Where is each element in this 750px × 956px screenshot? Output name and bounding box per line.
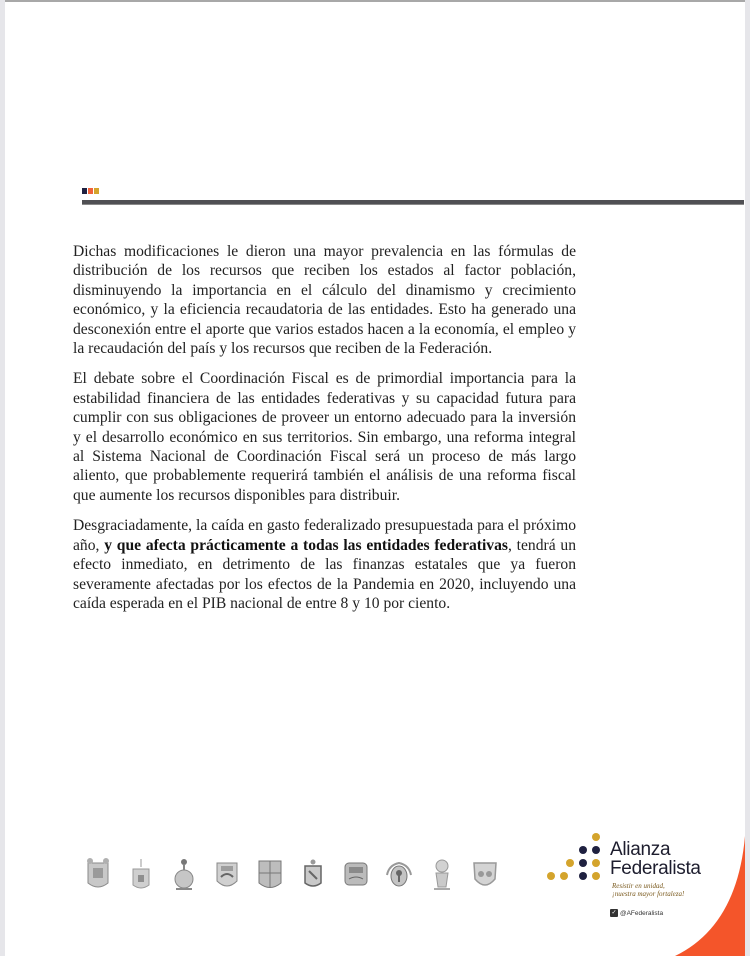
tagline-line-1: Resistir en unidad, bbox=[612, 882, 665, 890]
state-crest-icon bbox=[211, 855, 243, 895]
brand-tagline bbox=[612, 882, 684, 898]
paragraph-3-end: , tendrá un efecto inmediato, en detrimento de las finanzas estatales que ya fueron severamente afectadas por los efectos de la Pandemia en 2020, incluyendo una caída esperada en el PIB nacional de entre 8 y 10 por ciento. bbox=[73, 536, 576, 612]
paragraph-3-emphasis: y que afecta prácticamente a todas las entidades federativas bbox=[104, 536, 508, 554]
paragraph-3-start: Desgraciadamente, la caída en gasto federalizado presupuestada para el próximo año, bbox=[73, 517, 576, 554]
state-crest-icon bbox=[125, 855, 157, 895]
mark-square-gold bbox=[94, 188, 99, 194]
state-crest-icon bbox=[383, 855, 415, 895]
state-crest-icon bbox=[297, 855, 329, 895]
twitter-icon: ✓ bbox=[611, 910, 617, 916]
paragraph-2: El debate sobre el Coordinación Fiscal es de primordial importancia para la estabilidad financiera de las entidades federativas y su capacidad futura para cumplir con sus obligaciones de proveer un entorno adecuado para la inversión y el desarrollo económico en sus territorios. Sin embargo, una reforma integral al Sistema Nacional de Coordinación Fiscal será un proceso de más largo aliento, que probablemente requerirá también el análisis de una reforma fiscal que aumente los recursos disponibles para distribuir. bbox=[73, 370, 576, 504]
document-body bbox=[73, 242, 576, 624]
tagline-line-2: ¡nuestra mayor fortaleza! bbox=[612, 890, 685, 898]
paragraph-1: Dichas modificaciones le dieron una mayor prevalencia en las fórmulas de distribución de los recursos que reciben los estados al factor población, disminuyendo la importancia en el cálculo del dinamismo y crecimiento económico, y la eficiencia recaudatoria de las entidades. Esto ha generado una desconexión entre el aporte que varios estados hacen a la economía, el empleo y la recaudación del país y los recursos que reciben de la Federación. bbox=[73, 243, 576, 358]
paragraph-3 bbox=[73, 516, 576, 613]
state-crest-icon bbox=[426, 855, 458, 895]
state-crest-icon bbox=[469, 855, 501, 895]
mark-square-orange bbox=[88, 188, 93, 194]
brand-name-line-1: Alianza bbox=[610, 839, 671, 860]
state-crest-icon bbox=[340, 855, 372, 895]
header-color-mark bbox=[82, 188, 99, 194]
state-crest-icon bbox=[254, 855, 286, 895]
page-frame-left bbox=[0, 0, 5, 956]
state-crest-icon bbox=[82, 855, 114, 895]
header-rule bbox=[82, 200, 744, 205]
state-crest-icon bbox=[168, 855, 200, 895]
page-frame-right bbox=[745, 0, 750, 956]
orange-corner-swoosh bbox=[675, 836, 745, 956]
twitter-handle: @AFederalista bbox=[620, 909, 664, 917]
mark-square-navy bbox=[82, 188, 87, 194]
page-frame-top bbox=[0, 0, 750, 2]
state-crests-row bbox=[82, 855, 501, 895]
twitter-handle-row bbox=[610, 909, 663, 917]
dots-emblem-icon bbox=[545, 830, 615, 900]
brand-name-line-2: Federalista bbox=[610, 858, 701, 879]
